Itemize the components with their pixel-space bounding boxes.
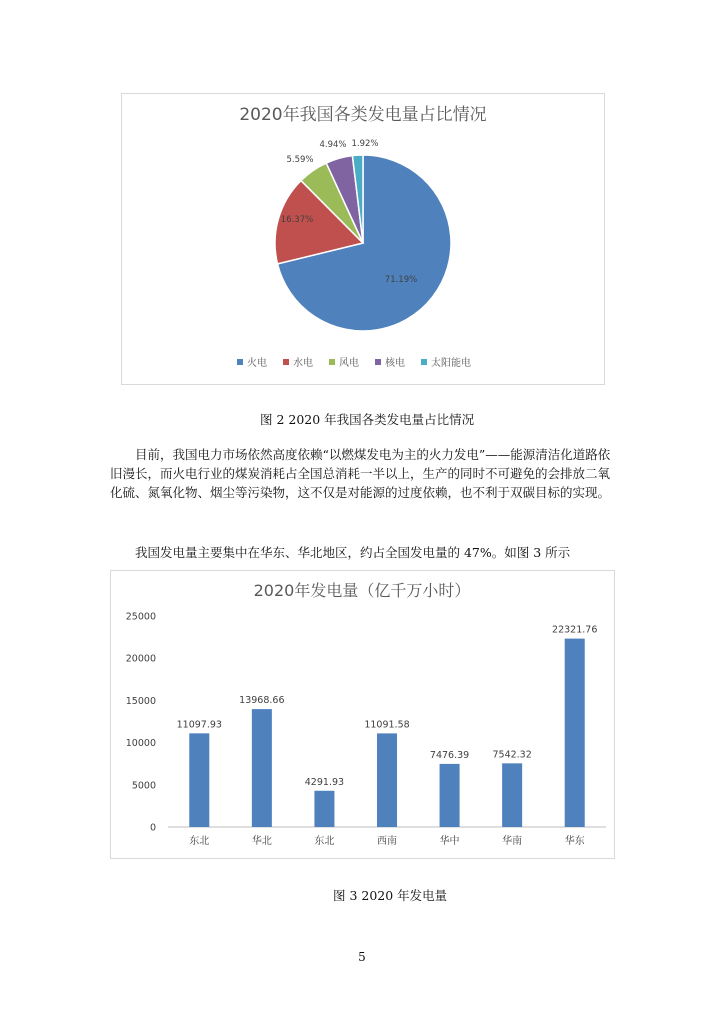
bar [252,709,272,827]
body-paragraph-2: 我国发电量主要集中在华东、华北地区，约占全国发电量的 47%。如图 3 所示 [135,545,571,560]
bar [314,791,334,827]
bar-value-label: 7476.39 [429,749,470,761]
x-tick-label: 华东 [564,836,585,847]
legend-label: 水电 [293,358,313,369]
figure-2-caption: 图 2 2020 年我国各类发电量占比情况 [260,412,475,427]
bar-value-label: 11091.58 [364,719,410,731]
bar [189,733,209,827]
bar-value-label: 13968.66 [239,695,285,707]
legend-swatch [237,359,243,365]
x-tick-label: 东北 [189,836,210,847]
x-tick-label: 华南 [502,836,523,847]
bar [440,764,460,827]
y-tick-label: 20000 [125,653,156,665]
bar-chart [111,571,614,858]
pie-data-label: 71.19% [384,275,418,285]
y-tick-label: 25000 [125,611,156,623]
bar-chart-title: 2020年发电量（亿千万小时） [253,581,471,600]
bar-value-label: 22321.76 [552,624,598,636]
legend-swatch [375,359,381,365]
legend-swatch [421,359,427,365]
y-tick-label: 10000 [125,738,156,750]
pie-data-label: 5.59% [286,155,314,165]
pie-data-label: 16.37% [280,215,314,225]
bar [502,763,522,827]
figure-3-caption: 图 3 2020 年发电量 [333,888,448,903]
pie-chart-title: 2020年我国各类发电量占比情况 [239,105,487,125]
bar [565,639,585,827]
pie-data-label: 1.92% [351,139,379,149]
legend-label: 核电 [385,358,405,369]
pie-chart [122,94,604,384]
pie-data-label: 4.94% [319,140,347,150]
bar-value-label: 7542.32 [492,749,532,761]
bar-value-label: 4291.93 [304,776,345,788]
y-tick-label: 0 [149,822,156,834]
body-paragraph-1: 目前，我国电力市场依然高度依赖“以燃煤发电为主的火力发电”——能源清洁化道路依旧漫长，而火电行业的煤炭消耗占全国总消耗一半以上，生产的同时不可避免的会排放二氧化硫、氮氧化物、烟尘等污染物，这不仅是对能源的过度依赖，也不利于双碳目标的实现。 [110,447,611,500]
bar [377,733,397,827]
y-tick-label: 15000 [125,695,156,707]
x-tick-label: 西南 [377,836,397,847]
bar-chart-figure [110,570,615,859]
x-tick-label: 华中 [439,836,460,847]
bar-value-label: 11097.93 [176,719,222,731]
legend-label: 风电 [339,358,359,369]
legend-label: 火电 [247,358,267,369]
legend-swatch [329,359,335,365]
page-number: 5 [358,950,366,964]
x-tick-label: 东北 [314,836,335,847]
legend-label: 太阳能电 [431,358,471,369]
legend-swatch [283,359,289,365]
x-tick-label: 华北 [251,836,272,847]
pie-chart-figure [121,93,605,385]
y-tick-label: 5000 [131,780,156,792]
